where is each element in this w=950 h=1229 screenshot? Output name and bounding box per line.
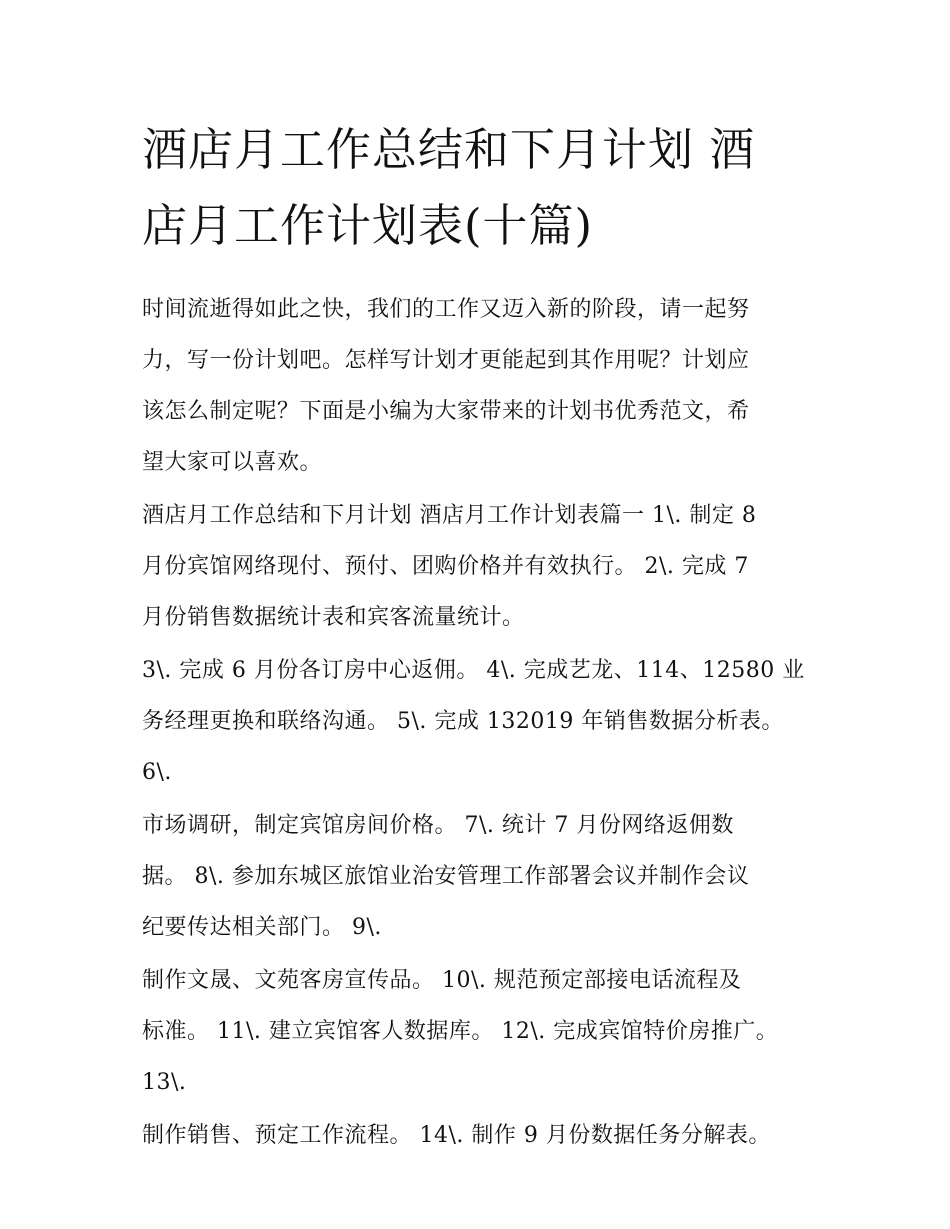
text-line: 6\. [142,760,172,785]
text-line: 纪要传达相关部门。 9\. [142,915,382,940]
text-line: 13\. [142,1070,187,1095]
text-line: 制作文晟、文苑客房宣传品。 10\. 规范预定部接电话流程及 [142,968,742,993]
intro-paragraph [142,284,810,488]
text-line: 力，写一份计划吧。怎样写计划才更能起到其作用呢？计划应 [142,348,750,373]
document-title [142,112,810,264]
text-line: 3\. 完成 6 月份各订房中心返佣。 4\. 完成艺龙、114、12580 业 [142,658,805,683]
body-paragraph [142,800,810,953]
body-paragraph [142,490,810,643]
body-paragraph [142,645,810,798]
text-line: 望大家可以喜欢。 [142,450,323,475]
text-line: 时间流逝得如此之快，我们的工作又迈入新的阶段，请一起努 [142,297,750,322]
text-line: 月份销售数据统计表和宾客流量统计。 [142,605,525,630]
title-line: 酒店月工作总结和下月计划 酒 [142,123,756,176]
document-body [142,112,810,1161]
body-paragraph [142,1110,810,1161]
text-line: 标准。 11\. 建立宾馆客人数据库。 12\. 完成宾馆特价房推广。 [142,1019,779,1044]
text-line: 酒店月工作总结和下月计划 酒店月工作计划表篇一 1\. 制定 8 [142,503,757,528]
text-line: 市场调研，制定宾馆房间价格。 7\. 统计 7 月份网络返佣数 [142,813,734,838]
text-line: 务经理更换和联络沟通。 5\. 完成 132019 年销售数据分析表。 [142,709,784,734]
body-paragraph [142,955,810,1108]
text-line: 月份宾馆网络现付、预付、团购价格并有效执行。 2\. 完成 7 [142,554,749,579]
text-line: 据。 8\. 参加东城区旅馆业治安管理工作部署会议并制作会议 [142,864,750,889]
title-line: 店月工作计划表(十篇) [142,199,594,252]
text-line: 制作销售、预定工作流程。 14\. 制作 9 月份数据任务分解表。 [142,1123,771,1148]
text-line: 该怎么制定呢？下面是小编为大家带来的计划书优秀范文，希 [142,399,750,424]
